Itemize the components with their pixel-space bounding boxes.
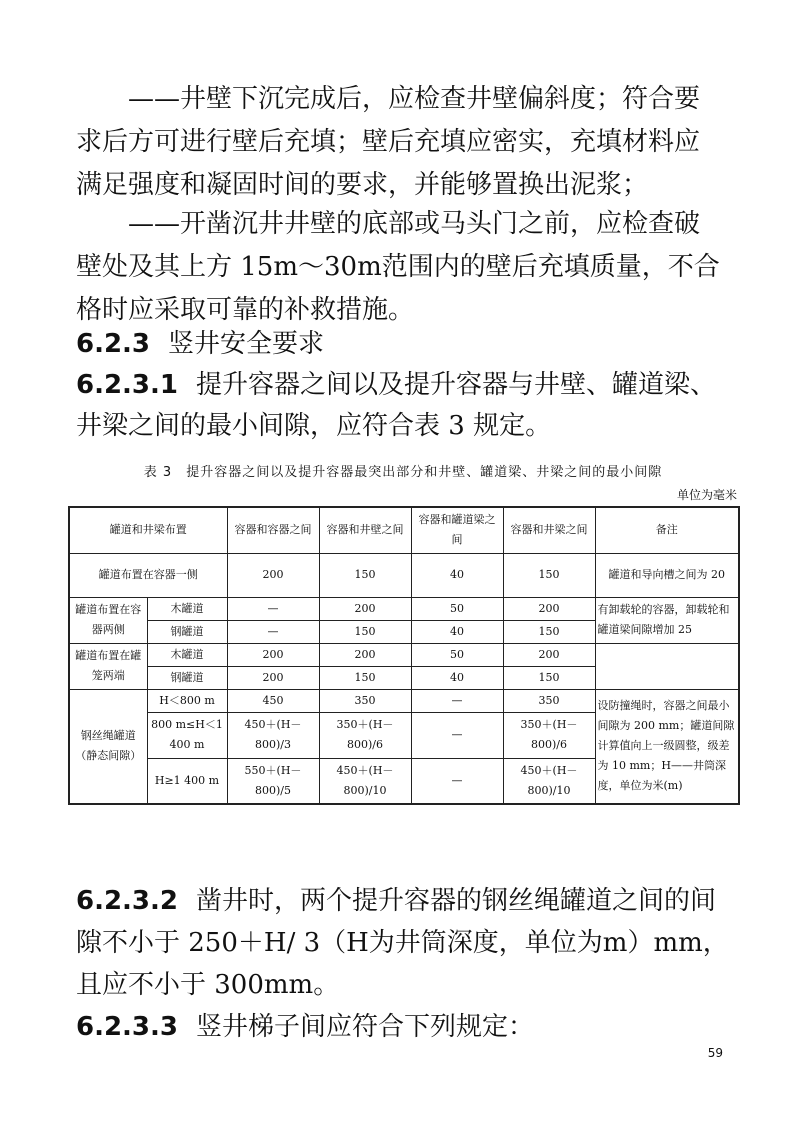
header-container-wall: 容器和井壁之间 xyxy=(319,507,411,553)
page-number: 59 xyxy=(707,1046,723,1060)
clause-6-2-3-2-continued-2 xyxy=(76,964,736,1007)
section-heading-6-2-3 xyxy=(76,323,736,366)
cell: 200 xyxy=(319,643,411,666)
cell: 150 xyxy=(319,620,411,643)
guide-type: 800 m≤H＜1 400 m xyxy=(147,712,227,758)
clause-6-2-3-2 xyxy=(76,880,736,923)
cell: 200 xyxy=(503,597,595,620)
text-line: ——井壁下沉完成后，应检查井壁偏斜度；符合要 xyxy=(128,84,701,114)
cell: 350 xyxy=(503,689,595,712)
table-row xyxy=(69,689,739,712)
cell: 200 xyxy=(227,643,319,666)
cell: 40 xyxy=(411,666,503,689)
header-layout: 罐道和井梁布置 xyxy=(69,507,227,553)
clause-title: 竖井梯子间应符合下列规定： xyxy=(196,1012,535,1042)
guide-type: 钢罐道 xyxy=(147,620,227,643)
remark-cell: 设防撞绳时，容器之间最小间隙为 200 mm；罐道间隙计算值向上一级圆整，级差为 10 mm；H——井筒深度，单位为米(m) xyxy=(595,689,739,804)
section-title: 竖井安全要求 xyxy=(168,329,325,359)
cell: 150 xyxy=(319,666,411,689)
cell: — xyxy=(227,597,319,620)
cell: 150 xyxy=(503,620,595,643)
guide-type: H≥1 400 m xyxy=(147,758,227,804)
text-line: 格时应采取可靠的补救措施。 xyxy=(76,295,415,325)
clause-6-2-3-3 xyxy=(76,1006,736,1049)
cell: — xyxy=(227,620,319,643)
cell: 450 xyxy=(227,689,319,712)
intro-paragraph-1 xyxy=(76,78,726,207)
table-row xyxy=(69,553,739,597)
cell: 150 xyxy=(503,553,595,597)
group-label: 罐道布置在罐笼两端 xyxy=(69,643,147,689)
cell: — xyxy=(411,758,503,804)
table-row xyxy=(69,643,739,666)
cell: 50 xyxy=(411,597,503,620)
cell: 350＋(H－800)/6 xyxy=(503,712,595,758)
clause-6-2-3-1 xyxy=(76,364,736,407)
table-row xyxy=(69,597,739,620)
cell: — xyxy=(411,689,503,712)
clause-number: 6.2.3.1 xyxy=(76,370,178,400)
clearance-table xyxy=(68,506,740,805)
intro-paragraph-2 xyxy=(76,203,726,332)
cell: — xyxy=(411,712,503,758)
clause-6-2-3-1-continued xyxy=(76,405,736,448)
cell: 450＋(H－800)/3 xyxy=(227,712,319,758)
group-label: 罐道布置在容器两侧 xyxy=(69,597,147,643)
clause-text-line-2: 井梁之间的最小间隙，应符合表 3 规定。 xyxy=(76,411,552,441)
cell: 40 xyxy=(411,620,503,643)
cell: 350 xyxy=(319,689,411,712)
text-line: 求后方可进行壁后充填；壁后充填应密实，充填材料应 xyxy=(76,127,701,157)
cell: 150 xyxy=(319,553,411,597)
clause-text-line-1: 凿井时，两个提升容器的钢丝绳罐道之间的间 xyxy=(196,886,717,916)
clause-text-line-1: 提升容器之间以及提升容器与井壁、罐道梁、 xyxy=(196,370,717,400)
table-header-row xyxy=(69,507,739,553)
text-line: ——开凿沉井井壁的底部或马头门之前，应检查破 xyxy=(128,209,701,239)
section-number: 6.2.3 xyxy=(76,329,151,359)
header-container-shaft-beam: 容器和井梁之间 xyxy=(503,507,595,553)
cell: 350＋(H－800)/6 xyxy=(319,712,411,758)
guide-type: 钢罐道 xyxy=(147,666,227,689)
header-container-guide-beam: 容器和罐道梁之间 xyxy=(411,507,503,553)
text-line: 壁处及其上方 15m～30m范围内的壁后充填质量，不合 xyxy=(76,252,720,282)
cell: 450＋(H－800)/10 xyxy=(319,758,411,804)
remark-cell xyxy=(595,643,739,689)
cell: 200 xyxy=(227,666,319,689)
header-container-container: 容器和容器之间 xyxy=(227,507,319,553)
row-label: 罐道布置在容器一侧 xyxy=(69,553,227,597)
clause-6-2-3-2-continued xyxy=(76,922,736,965)
remark-cell: 罐道和导向槽之间为 20 xyxy=(595,553,739,597)
guide-type: 木罐道 xyxy=(147,597,227,620)
cell: 50 xyxy=(411,643,503,666)
clause-text-line-3: 且应不小于 300mm。 xyxy=(76,970,340,1000)
cell: 550＋(H－800)/5 xyxy=(227,758,319,804)
cell: 200 xyxy=(503,643,595,666)
cell: 40 xyxy=(411,553,503,597)
cell: 450＋(H－800)/10 xyxy=(503,758,595,804)
guide-type: 木罐道 xyxy=(147,643,227,666)
clause-number: 6.2.3.3 xyxy=(76,1012,178,1042)
clause-number: 6.2.3.2 xyxy=(76,886,178,916)
cell: 200 xyxy=(227,553,319,597)
cell: 200 xyxy=(319,597,411,620)
table-caption: 表 3 提升容器之间以及提升容器最突出部分和井壁、罐道梁、井梁之间的最小间隙 xyxy=(143,465,663,480)
cell: 150 xyxy=(503,666,595,689)
header-remark: 备注 xyxy=(595,507,739,553)
group-label: 钢丝绳罐道（静态间隙） xyxy=(69,689,147,804)
text-line: 满足强度和凝固时间的要求，并能够置换出泥浆； xyxy=(76,170,649,200)
clause-text-line-2: 隙不小于 250＋H/ 3（H为井筒深度，单位为m）mm， xyxy=(76,928,729,958)
guide-type: H＜800 m xyxy=(147,689,227,712)
table-unit-note: 单位为毫米 xyxy=(676,488,737,502)
remark-cell: 有卸载轮的容器，卸载轮和罐道梁间隙增加 25 xyxy=(595,597,739,643)
